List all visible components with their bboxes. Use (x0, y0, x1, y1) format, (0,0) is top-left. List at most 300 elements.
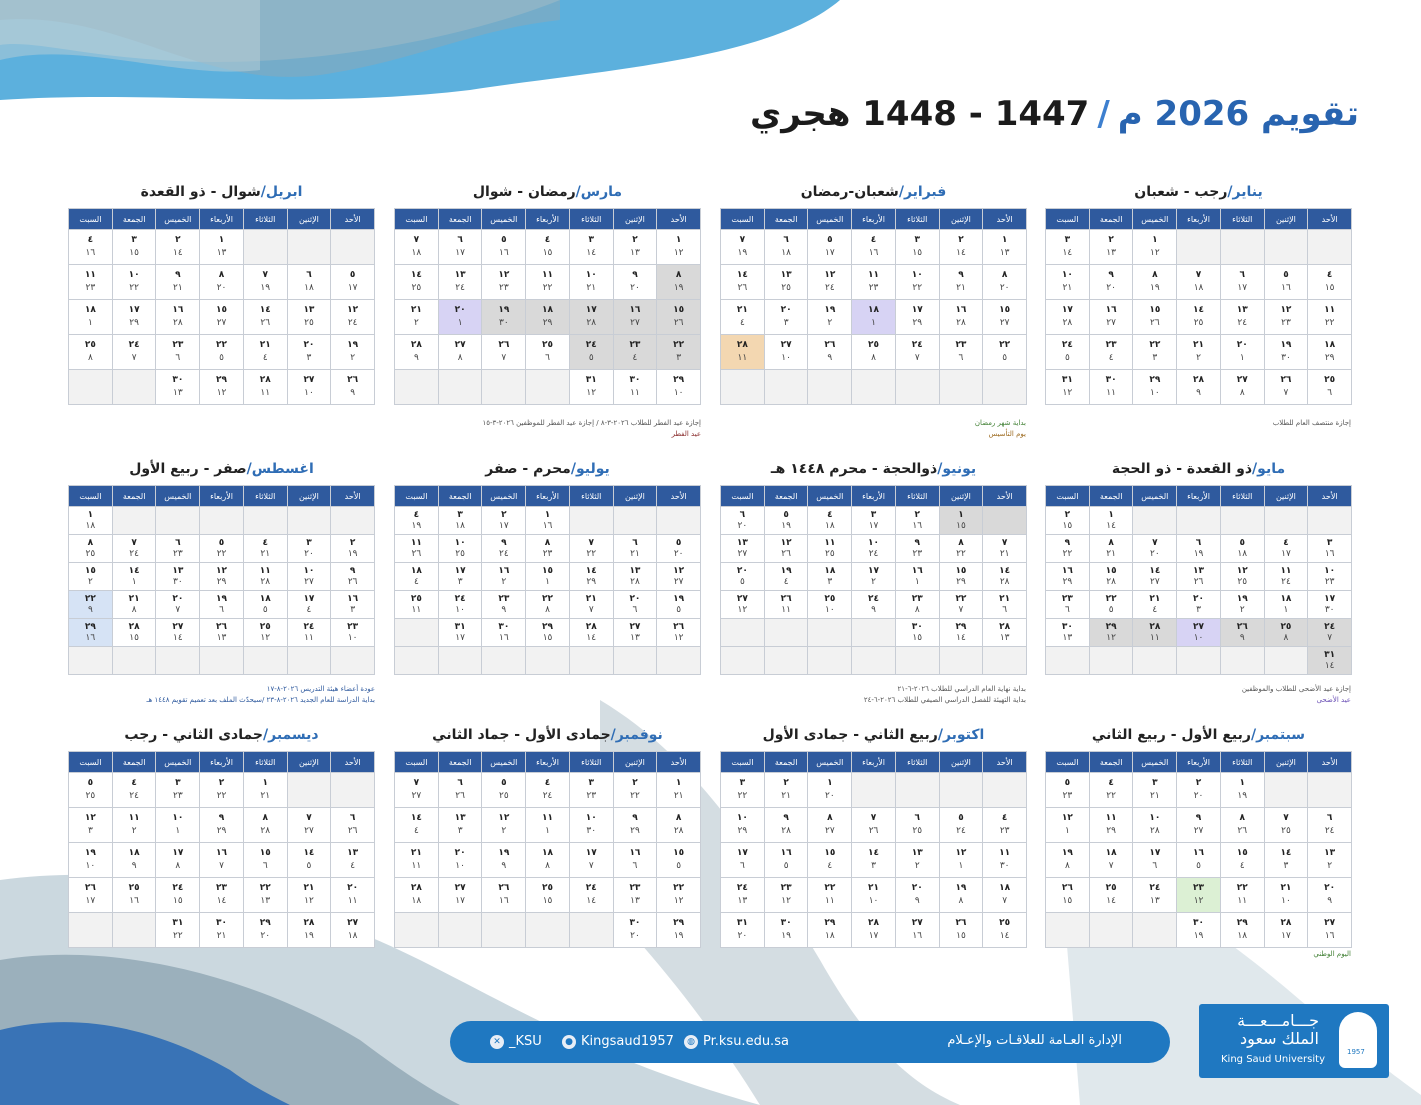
gregorian-day: ١٦ (780, 848, 792, 858)
hijri-month-names: صفر - ربيع الأول (129, 461, 247, 477)
gregorian-day: ٢٨ (585, 621, 597, 632)
gregorian-day: ١٢ (498, 270, 510, 280)
gregorian-day: ٩ (783, 813, 789, 823)
gregorian-day: ٢٩ (673, 918, 685, 928)
gregorian-day: ٢٩ (259, 918, 271, 928)
hijri-day: ٢٦ (1237, 826, 1248, 836)
week-row (721, 230, 1027, 265)
hijri-day: ٢٢ (216, 791, 227, 801)
gregorian-day: ٢٨ (303, 918, 315, 928)
gregorian-day: ١٦ (911, 565, 923, 576)
weekday-header: الأربعاء (200, 752, 244, 773)
day-cell (526, 878, 570, 913)
gregorian-day: ٨ (675, 270, 682, 280)
month-grid (68, 208, 375, 405)
weekday-header: الخميس (156, 752, 200, 773)
gregorian-month-name: فبراير (903, 184, 947, 200)
hijri-day: ١٨ (411, 248, 422, 258)
hijri-day: ١ (457, 318, 463, 328)
day-cell (939, 230, 983, 265)
hijri-day: ١٤ (1062, 248, 1073, 258)
gregorian-day: ١٤ (128, 565, 140, 576)
gregorian-day: ١٥ (1236, 848, 1248, 858)
day-cell (895, 335, 939, 370)
day-cell (395, 878, 439, 913)
week-row (69, 843, 375, 878)
gregorian-day: ٢ (1108, 235, 1114, 245)
weekday-header: الإثنين (1264, 486, 1308, 507)
hijri-day: ٨ (131, 604, 137, 615)
gregorian-day: ٧ (413, 778, 420, 788)
hijri-day: ١٩ (347, 548, 358, 559)
hijri-day: ١١ (1237, 896, 1248, 906)
weekday-header: الإثنين (287, 486, 331, 507)
weekday-header: الجمعة (1089, 752, 1133, 773)
day-cell (764, 647, 808, 675)
day-cell (613, 913, 657, 948)
month-grid (394, 208, 701, 405)
hijri-day: ١٠ (85, 861, 96, 871)
hijri-day: ٩ (1239, 632, 1245, 643)
day-cell (69, 591, 113, 619)
hijri-day: ١٦ (499, 896, 509, 906)
hijri-day: ٤ (1239, 861, 1245, 871)
x-account-link[interactable] (490, 1034, 542, 1049)
day-cell (939, 619, 983, 647)
hijri-day: ٤ (739, 318, 745, 328)
day-cell (156, 335, 200, 370)
gregorian-day: ٩ (958, 270, 964, 280)
gregorian-day: ٢٤ (128, 340, 140, 350)
day-cell (482, 878, 526, 913)
instagram-link[interactable] (562, 1034, 674, 1049)
hijri-day: ١٩ (1150, 283, 1160, 293)
weekday-header: السبت (395, 209, 439, 230)
hijri-day: ١٦ (129, 896, 139, 906)
week-row (69, 507, 375, 535)
day-cell (156, 265, 200, 300)
gregorian-day: ٥ (218, 537, 225, 548)
day-cell (331, 507, 375, 535)
day-cell (526, 773, 570, 808)
hijri-day: ١٤ (1106, 520, 1116, 531)
day-cell (1308, 808, 1352, 843)
hijri-day: ٢٤ (542, 791, 553, 801)
hijri-day: ٢١ (1062, 283, 1073, 293)
gregorian-day: ١ (262, 778, 268, 788)
day-cell (243, 230, 287, 265)
gregorian-day: ٨ (1239, 813, 1245, 823)
day-cell (1220, 878, 1264, 913)
gregorian-day: ١٥ (673, 305, 685, 315)
hijri-day: ١١ (630, 388, 640, 398)
day-cell (243, 591, 287, 619)
gregorian-day: ٣٠ (911, 621, 923, 632)
hijri-day: ٨ (87, 353, 93, 363)
hijri-day: ٤ (413, 826, 419, 836)
day-cell (395, 647, 439, 675)
gregorian-day: ٢٦ (216, 621, 228, 632)
hijri-day: ٢٨ (1062, 318, 1073, 328)
gregorian-day: ١٦ (955, 305, 967, 315)
weekday-header: الخميس (808, 209, 852, 230)
gregorian-day: ٦ (1239, 270, 1245, 280)
day-cell (243, 808, 287, 843)
gregorian-day: ٤ (87, 235, 94, 245)
gregorian-day: ١٣ (911, 848, 923, 858)
weekday-header: الأحد (983, 486, 1027, 507)
weekday-header: الثلاثاء (1220, 209, 1264, 230)
hijri-day: ٢٢ (542, 283, 553, 293)
hijri-day: ٢٢ (956, 548, 966, 559)
hijri-day: ٥ (676, 604, 682, 615)
hijri-day: ٢٤ (825, 283, 835, 293)
day-cell (939, 335, 983, 370)
day-cell (287, 808, 331, 843)
day-cell (112, 230, 156, 265)
week-row (721, 300, 1027, 335)
day-cell (1089, 265, 1133, 300)
hijri-day: ١٢ (216, 388, 227, 398)
hijri-day: ١ (87, 318, 93, 328)
calendar-title (750, 92, 1359, 136)
hijri-month-names: ربيع الثاني - جمادى الأول (762, 727, 938, 743)
week-row (395, 535, 701, 563)
gregorian-day: ١٠ (911, 270, 923, 280)
weekday-header: الأربعاء (1177, 486, 1221, 507)
gregorian-day: ٢٤ (303, 621, 315, 632)
hijri-day: ١٨ (825, 520, 835, 531)
gregorian-day: ٢٧ (454, 883, 466, 893)
month-title (1045, 459, 1352, 479)
day-cell (939, 370, 983, 405)
gregorian-day: ٢١ (128, 593, 140, 604)
hijri-day: ٢٢ (129, 283, 139, 293)
day-cell (569, 878, 613, 913)
weekday-header: الجمعة (764, 752, 808, 773)
day-cell (721, 878, 765, 913)
gregorian-day: ١٢ (1236, 565, 1248, 576)
day-cell (1133, 507, 1177, 535)
day-cell (657, 808, 701, 843)
gregorian-day: ١٦ (498, 565, 510, 576)
day-cell (983, 335, 1027, 370)
day-cell (69, 507, 113, 535)
hijri-day: ٧ (219, 861, 224, 871)
month-grid (68, 485, 375, 675)
hijri-day: ١٥ (542, 248, 553, 258)
day-cell (1046, 843, 1090, 878)
day-cell (852, 335, 896, 370)
hijri-day: ٢٧ (737, 548, 748, 559)
day-cell (721, 808, 765, 843)
hijri-day: ١٤ (173, 632, 183, 643)
month-title-separator: / (937, 461, 943, 477)
day-cell (657, 843, 701, 878)
hijri-day: ١٦ (499, 632, 509, 643)
gregorian-day: ١٠ (1324, 565, 1336, 576)
hijri-day: ٢٢ (1062, 548, 1073, 559)
month-title-separator: / (1250, 727, 1257, 743)
day-cell (395, 370, 439, 405)
day-cell (287, 300, 331, 335)
day-cell (1264, 843, 1308, 878)
gregorian-day: ٢١ (736, 305, 748, 315)
day-cell (1089, 230, 1133, 265)
day-cell (1220, 535, 1264, 563)
month-august (68, 459, 375, 675)
gregorian-day: ١٦ (629, 848, 641, 858)
month-october (720, 725, 1027, 948)
hijri-day: ٧ (1108, 861, 1114, 871)
week-row (395, 370, 701, 405)
day-cell (764, 878, 808, 913)
gregorian-day: ٢٢ (1105, 593, 1117, 604)
day-cell (721, 300, 765, 335)
weekday-header: الجمعة (112, 486, 156, 507)
gregorian-day: ٢٥ (542, 340, 554, 350)
day-cell (526, 507, 570, 535)
day-cell (1046, 230, 1090, 265)
website-link[interactable] (684, 1034, 789, 1049)
hijri-day: ٨ (545, 604, 550, 615)
day-cell (613, 647, 657, 675)
day-cell (808, 913, 852, 948)
gregorian-day: ٩ (632, 813, 638, 823)
hijri-day: ٢٠ (999, 283, 1010, 293)
gregorian-day: ١٨ (84, 305, 96, 315)
gregorian-day: ١٧ (1061, 305, 1073, 315)
gregorian-day: ٢ (501, 509, 507, 520)
gregorian-day: ٢١ (303, 883, 315, 893)
gregorian-day: ٥ (1064, 778, 1071, 788)
hijri-month-names: جمادى الأول - جماد الثاني (432, 727, 611, 743)
day-cell (613, 591, 657, 619)
day-cell (243, 647, 287, 675)
hijri-day: ٩ (1196, 388, 1201, 398)
hijri-day: ٢٠ (304, 548, 314, 559)
day-cell (983, 619, 1027, 647)
gregorian-day: ٢٨ (736, 340, 748, 350)
week-row (395, 563, 701, 591)
day-cell (1308, 843, 1352, 878)
gregorian-day: ٧ (1001, 537, 1008, 548)
hijri-day: ٢٣ (499, 283, 509, 293)
gregorian-day: ٢٣ (1061, 593, 1073, 604)
week-row (721, 335, 1027, 370)
hijri-day: ٧ (588, 861, 594, 871)
hijri-day: ٣ (1283, 861, 1289, 871)
hijri-day: ٢٠ (630, 931, 640, 941)
gregorian-day: ٢٩ (542, 621, 554, 632)
day-cell (895, 808, 939, 843)
day-cell (526, 843, 570, 878)
hijri-day: ١٧ (455, 248, 465, 258)
hijri-day: ٦ (219, 604, 224, 615)
hijri-day: ٢٨ (586, 318, 597, 328)
gregorian-day: ٧ (306, 813, 312, 823)
day-cell (983, 507, 1027, 535)
day-cell (1264, 773, 1308, 808)
note-august (147, 684, 376, 706)
gregorian-day: ١٩ (498, 305, 510, 315)
hijri-day: ١٧ (455, 632, 465, 643)
day-cell (438, 913, 482, 948)
day-cell (983, 370, 1027, 405)
month-title (394, 182, 701, 202)
gregorian-day: ٣ (870, 509, 877, 520)
month-title-separator: / (246, 461, 252, 477)
hijri-day: ١٩ (737, 248, 748, 258)
hijri-day: ١٥ (129, 632, 139, 643)
weekday-header: الأحد (657, 486, 701, 507)
week-row (69, 647, 375, 675)
hijri-day: ١ (131, 576, 137, 587)
day-cell (69, 563, 113, 591)
week-row (69, 591, 375, 619)
hijri-day: ٢ (1196, 353, 1201, 363)
day-cell (852, 265, 896, 300)
day-cell (657, 913, 701, 948)
day-cell (1220, 563, 1264, 591)
hijri-day: ٢٢ (630, 791, 640, 801)
hijri-day: ١٦ (85, 248, 96, 258)
gregorian-day: ٢٥ (128, 883, 140, 893)
hijri-day: ٢٤ (129, 791, 139, 801)
gregorian-day: ٢٦ (498, 340, 510, 350)
hijri-day: ١٩ (673, 283, 684, 293)
logo-year: 1957 (1347, 1048, 1365, 1056)
hijri-day: ٢٥ (455, 548, 465, 559)
month-grid (394, 751, 701, 948)
gregorian-day: ٣٠ (216, 918, 228, 928)
day-cell (156, 913, 200, 948)
day-cell (808, 230, 852, 265)
week-row (395, 913, 701, 948)
day-cell (1046, 335, 1090, 370)
hijri-day: ٢١ (1150, 791, 1160, 801)
gregorian-day: ١٣ (172, 565, 184, 576)
week-row (395, 773, 701, 808)
gregorian-day: ٧ (870, 813, 877, 823)
day-cell (331, 843, 375, 878)
day-cell (438, 563, 482, 591)
day-cell (287, 507, 331, 535)
hijri-day: ١٢ (737, 604, 748, 615)
day-cell (895, 507, 939, 535)
hijri-day: ١٤ (999, 931, 1010, 941)
day-cell (1220, 370, 1264, 405)
day-cell (331, 265, 375, 300)
day-cell (156, 591, 200, 619)
day-cell (1308, 619, 1352, 647)
day-cell (287, 265, 331, 300)
weekday-header: الخميس (156, 209, 200, 230)
day-cell (808, 507, 852, 535)
gregorian-day: ٥ (1283, 270, 1289, 280)
day-cell (482, 647, 526, 675)
day-cell (1220, 647, 1264, 675)
gregorian-day: ١٩ (84, 848, 96, 858)
hijri-day: ١٥ (173, 896, 183, 906)
day-cell (721, 619, 765, 647)
hijri-day: ٢ (87, 576, 93, 587)
month-title (68, 459, 375, 479)
day-cell (482, 370, 526, 405)
hijri-day: ١١ (737, 353, 748, 363)
day-cell (200, 619, 244, 647)
logo-arabic-line1: جـــامـــعـــة (1237, 1011, 1319, 1030)
gregorian-day: ٢٢ (955, 593, 967, 604)
gregorian-day: ٢٣ (629, 883, 641, 893)
month-grid (720, 208, 1027, 405)
hijri-day: ١٩ (1193, 548, 1204, 559)
gregorian-day: ٣١ (585, 375, 597, 385)
hijri-day: ٤ (827, 861, 833, 871)
hijri-day: ٢٧ (673, 576, 684, 587)
gregorian-day: ٩ (1195, 813, 1202, 823)
hijri-day: ١٠ (455, 604, 465, 615)
day-cell (852, 913, 896, 948)
month-june (720, 459, 1027, 675)
day-cell (657, 647, 701, 675)
day-cell (983, 535, 1027, 563)
gregorian-day: ٣٠ (1061, 621, 1073, 632)
hijri-day: ٢١ (260, 548, 271, 559)
gregorian-day: ٢٨ (1280, 918, 1292, 928)
weekday-header: الخميس (808, 752, 852, 773)
day-cell (895, 563, 939, 591)
hijri-day: ١ (1064, 826, 1070, 836)
weekday-header: السبت (1046, 209, 1090, 230)
gregorian-day: ١٨ (999, 883, 1011, 893)
hijri-day: ٢٧ (1150, 576, 1160, 587)
day-cell (764, 535, 808, 563)
day-cell (808, 647, 852, 675)
day-cell (983, 878, 1027, 913)
hijri-day: ٢٥ (499, 791, 509, 801)
day-cell (243, 370, 287, 405)
weekday-header: الخميس (482, 752, 526, 773)
hijri-day: ٤ (1108, 353, 1114, 363)
month-title (720, 182, 1027, 202)
day-cell (1046, 507, 1090, 535)
day-cell (721, 535, 765, 563)
weekday-header: الأربعاء (526, 486, 570, 507)
day-cell (482, 535, 526, 563)
gregorian-day: ١٩ (955, 883, 967, 893)
hijri-day: ١٨ (825, 931, 835, 941)
day-cell (808, 773, 852, 808)
week-row (395, 878, 701, 913)
hijri-day: ٨ (871, 353, 876, 363)
gregorian-day: ٢ (175, 235, 181, 245)
weekday-header: السبت (395, 486, 439, 507)
hijri-day: ٥ (262, 604, 268, 615)
gregorian-day: ٢٦ (498, 883, 510, 893)
day-cell (287, 591, 331, 619)
day-cell (200, 808, 244, 843)
note-march (482, 418, 701, 440)
day-cell (1308, 535, 1352, 563)
hijri-day: ١٨ (85, 520, 96, 531)
month-grid (68, 751, 375, 948)
hijri-day: ٢٤ (868, 548, 879, 559)
day-cell (243, 300, 287, 335)
day-cell (613, 878, 657, 913)
gregorian-day: ٨ (87, 537, 94, 548)
gregorian-day: ٢٢ (999, 340, 1011, 350)
